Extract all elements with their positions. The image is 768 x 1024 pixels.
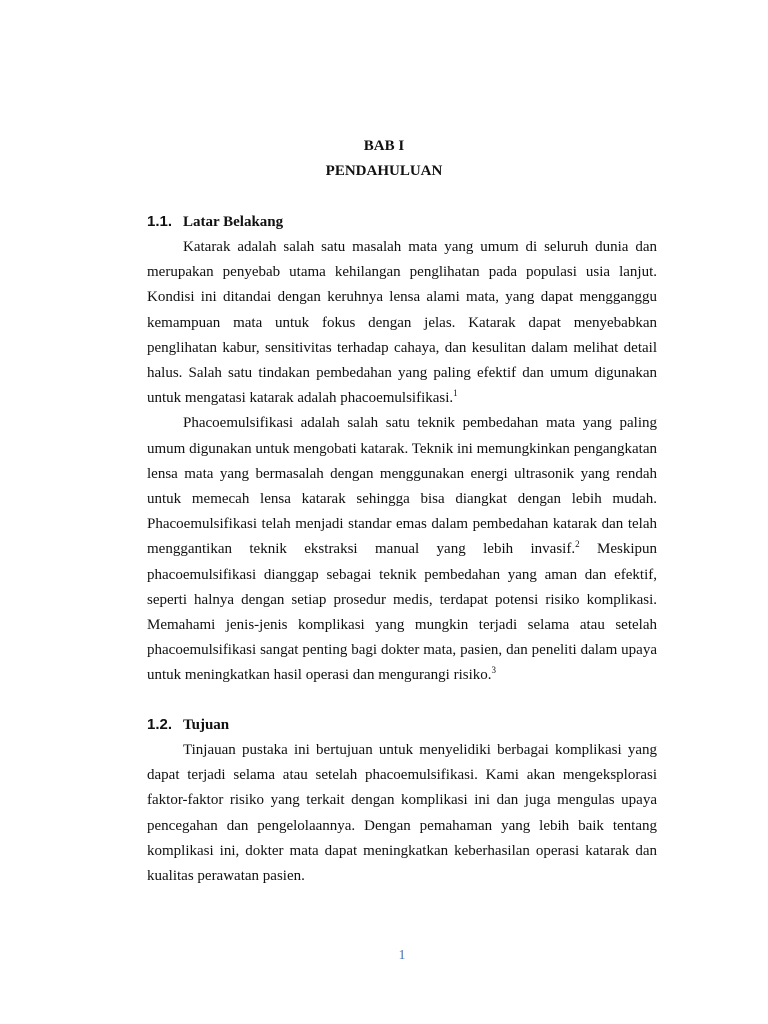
paragraph xyxy=(147,235,657,411)
paragraph xyxy=(147,738,657,889)
section-title: Latar Belakang xyxy=(183,214,284,230)
section-heading-tujuan xyxy=(147,715,229,735)
chapter-label: BAB I xyxy=(363,138,405,154)
paragraph-text: Phacoemulsifikasi adalah salah satu teknik pembedahan mata yang paling umum digunakan untuk mengobati katarak. Teknik ini memungkinkan pengangkatan lensa mata yang bermasalah dengan menggunakan energi ultrasonik yang rendah untuk memecah lensa katarak sehingga bisa diangkat dengan lebih mudah. Phacoemulsifikasi telah menjadi standar emas dalam pembedahan katarak dan telah menggantikan teknik ekstraksi manual yang lebih invasif. xyxy=(147,415,657,558)
paragraph xyxy=(147,411,657,688)
section-body-latar-belakang xyxy=(147,235,657,689)
paragraph-text: Tinjauan pustaka ini bertujuan untuk menyelidiki berbagai komplikasi yang dapat terjadi selama atau setelah phacoemulsifikasi. Kami akan mengeksplorasi faktor-faktor risiko yang terkait dengan komplikasi ini dan juga mengulas upaya pencegahan dan pengelolaannya. Dengan pemahaman yang lebih baik tentang komplikasi ini, dokter mata dapat meningkatkan keberhasilan operasi katarak dan kualitas perawatan pasien. xyxy=(147,742,657,885)
section-number: 1.2. xyxy=(147,716,173,733)
section-body-tujuan xyxy=(147,738,657,889)
section-title: Tujuan xyxy=(183,717,230,733)
footnote-ref[interactable]: 3 xyxy=(491,665,497,676)
footnote-ref[interactable]: 2 xyxy=(575,539,580,550)
page-number: 1 xyxy=(398,948,406,963)
chapter-title: PENDAHULUAN xyxy=(325,163,443,179)
paragraph-text: Katarak adalah salah satu masalah mata yang umum di seluruh dunia dan merupakan penyebab utama kehilangan penglihatan pada populasi usia lanjut. Kondisi ini ditandai dengan keruhnya lensa alami mata, yang dapat mengganggu kemampuan mata untuk fokus dengan jelas. Katarak dapat menyebabkan penglihatan kabur, sensitivitas terhadap cahaya, dan kesulitan dalam melihat detail halus. Salah satu tindakan pembedahan yang paling efektif dan umum digunakan untuk mengatasi katarak adalah phacoemulsifikasi. xyxy=(147,239,657,407)
section-heading-latar-belakang xyxy=(147,212,283,232)
footnote-ref[interactable]: 1 xyxy=(453,388,458,399)
section-number: 1.1. xyxy=(147,213,173,230)
paragraph-text: Meskipun phacoemulsifikasi dianggap sebagai teknik pembedahan yang aman dan efektif, seperti halnya dengan setiap prosedur medis, terdapat potensi risiko komplikasi. Memahami jenis-jenis komplikasi yang mungkin terjadi selama atau setelah phacoemulsifikasi sangat penting bagi dokter mata, pasien, dan peneliti dalam upaya untuk meningkatkan hasil operasi dan mengurangi risiko. xyxy=(147,541,657,684)
